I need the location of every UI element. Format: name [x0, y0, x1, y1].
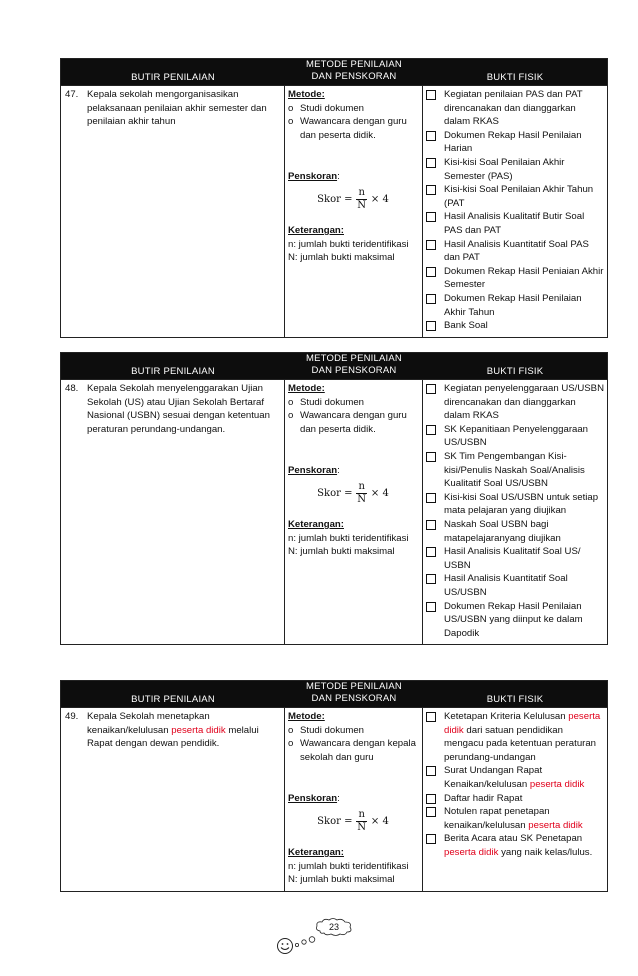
- table-body: [61, 707, 607, 891]
- evidence-item: Kisi-kisi Soal US/USBN untuk setiap mata pelajaran yang diujikan: [426, 491, 604, 518]
- checkbox-icon: [426, 766, 436, 776]
- penskoran-label: Penskoran:: [288, 793, 340, 805]
- checkbox-icon: [426, 574, 436, 584]
- header-metode-penilaian: METODE PENILAIAN DAN PENSKORAN: [306, 681, 402, 704]
- evidence-item: Ketetapan Kriteria Kelulusan peserta didik dari satuan pendidikan mengacu pada ketentuan peraturan perundang-undangan: [426, 710, 604, 764]
- keterangan-N: N: jumlah bukti maksimal: [288, 252, 395, 264]
- keterangan-label: Keterangan:: [288, 518, 344, 530]
- criterion-cell: [61, 380, 285, 644]
- checkbox-icon: [426, 90, 436, 100]
- criteria-table-47: [60, 58, 608, 338]
- metode-label: Metode:: [288, 89, 325, 100]
- method-option: o Studi dokumen: [288, 102, 364, 114]
- evidence-item: Dokumen Rekap Hasil Penilaian Akhir Tahun: [426, 292, 604, 319]
- evidence-item: Hasil Analisis Kualitatif Butir Soal PAS dan PAT: [426, 210, 604, 237]
- criteria-table-48: [60, 352, 608, 645]
- table-header: [61, 353, 607, 379]
- evidence-item: Hasil Analisis Kuantitatif Soal PAS dan PAT: [426, 238, 604, 265]
- method-option: o Wawancara dengan guru dan peserta didik.: [288, 116, 407, 141]
- table-body: [61, 85, 607, 337]
- criterion-cell: [61, 708, 285, 891]
- score-formula: Skor = $\frac{n}{N}$ × 4: [317, 186, 389, 211]
- checkbox-icon: [426, 547, 436, 557]
- checkbox-icon: [426, 267, 436, 277]
- penskoran-label: Penskoran:: [288, 171, 340, 183]
- evidence-item: Dokumen Rekap Hasil Penilaian Harian: [426, 129, 604, 156]
- checkbox-icon: [426, 185, 436, 195]
- metode-label: Metode:: [288, 711, 325, 722]
- header-butir-penilaian: BUTIR PENILAIAN: [131, 694, 215, 705]
- evidence-item: Berita Acara atau SK Penetapan peserta didik yang naik kelas/lulus.: [426, 832, 604, 859]
- checkbox-icon: [426, 212, 436, 222]
- table-header: [61, 681, 607, 707]
- keterangan-label: Keterangan:: [288, 224, 344, 236]
- method-cell: [285, 380, 423, 644]
- criterion-text: Kepala Sekolah menyelenggarakan Ujian Sekolah (US) atau Ujian Sekolah Bertaraf Nasional (USBN) sesuai dengan ketentuan peraturan perundang-undangan.: [87, 383, 270, 435]
- checkbox-icon: [426, 158, 436, 168]
- checkbox-icon: [426, 321, 436, 331]
- keterangan-n: n: jumlah bukti teridentifikasi: [288, 238, 409, 250]
- checkbox-icon: [426, 131, 436, 141]
- evidence-item: Kisi-kisi Soal Penilaian Akhir Semester (PAS): [426, 156, 604, 183]
- page-number: 23: [328, 922, 339, 932]
- keterangan-label: Keterangan:: [288, 846, 344, 858]
- evidence-item: SK Tim Pengembangan Kisi-kisi/Penulis Naskah Soal/Analisis Kualitatif Soal US/USBN: [426, 450, 604, 491]
- evidence-cell: [423, 86, 607, 337]
- header-metode-penilaian: METODE PENILAIAN DAN PENSKORAN: [306, 353, 402, 376]
- evidence-item: Hasil Analisis Kualitatif Soal US/ USBN: [426, 545, 604, 572]
- evidence-item: Dokumen Rekap Hasil Peniaian Akhir Semester: [426, 265, 604, 292]
- criterion-number: 48.: [65, 383, 79, 394]
- checkbox-icon: [426, 294, 436, 304]
- keterangan-N: N: jumlah bukti maksimal: [288, 546, 395, 558]
- evidence-item: Bank Soal: [426, 319, 604, 333]
- checkbox-icon: [426, 834, 436, 844]
- checkbox-icon: [426, 384, 436, 394]
- evidence-item: Kegiatan penyelenggaraan US/USBN direncanakan dan dianggarkan dalam RKAS: [426, 382, 604, 423]
- evidence-item: Kegiatan penilaian PAS dan PAT direncanakan dan dianggarkan dalam RKAS: [426, 88, 604, 129]
- keterangan-n: n: jumlah bukti teridentifikasi: [288, 532, 409, 544]
- criteria-table-49: [60, 680, 608, 892]
- criterion-number: 47.: [65, 89, 79, 100]
- evidence-item: Hasil Analisis Kuantitatif Soal US/USBN: [426, 572, 604, 599]
- table-body: [61, 379, 607, 644]
- evidence-item: Daftar hadir Rapat: [426, 792, 604, 806]
- page-number-cloud: [314, 917, 354, 937]
- header-bukti-fisik: BUKTI FISIK: [486, 366, 544, 377]
- evidence-item: Notulen rapat penetapan kenaikan/kelulusan peserta didik: [426, 805, 604, 832]
- method-option: o Studi dokumen: [288, 724, 364, 736]
- checkbox-icon: [426, 452, 436, 462]
- checkbox-icon: [426, 712, 436, 722]
- checkbox-icon: [426, 520, 436, 530]
- method-option: o Wawancara dengan guru dan peserta didik.: [288, 410, 407, 435]
- header-butir-penilaian: BUTIR PENILAIAN: [131, 366, 215, 377]
- keterangan-n: n: jumlah bukti teridentifikasi: [288, 860, 409, 872]
- metode-label: Metode:: [288, 383, 325, 394]
- checkbox-icon: [426, 794, 436, 804]
- score-formula: Skor = $\frac{n}{N}$ × 4: [317, 808, 389, 833]
- score-formula: Skor = $\frac{n}{N}$ × 4: [317, 480, 389, 505]
- criterion-number: 49.: [65, 711, 79, 722]
- checkbox-icon: [426, 807, 436, 817]
- method-cell: [285, 708, 423, 891]
- penskoran-label: Penskoran:: [288, 465, 340, 477]
- checkbox-icon: [426, 240, 436, 250]
- header-metode-penilaian: METODE PENILAIAN DAN PENSKORAN: [306, 59, 402, 82]
- evidence-item: Surat Undangan Rapat Kenaikan/kelulusan peserta didik: [426, 764, 604, 791]
- header-butir-penilaian: BUTIR PENILAIAN: [131, 72, 215, 83]
- method-option: o Wawancara dengan kepala sekolah dan guru: [288, 738, 416, 763]
- evidence-item: Kisi-kisi Soal Penilaian Akhir Tahun (PAT: [426, 183, 604, 210]
- evidence-cell: [423, 380, 607, 644]
- header-bukti-fisik: BUKTI FISIK: [486, 694, 544, 705]
- method-cell: [285, 86, 423, 337]
- table-header: [61, 59, 607, 85]
- evidence-item: Naskah Soal USBN bagi matapelajaranyang diujikan: [426, 518, 604, 545]
- evidence-item: Dokumen Rekap Hasil Penilaian US/USBN yang diinput ke dalam Dapodik: [426, 600, 604, 641]
- method-option: o Studi dokumen: [288, 396, 364, 408]
- checkbox-icon: [426, 493, 436, 503]
- evidence-item: SK Kepanitiaan Penyelenggaraan US/USBN: [426, 423, 604, 450]
- criterion-cell: [61, 86, 285, 337]
- smiley-face-icon: [276, 936, 320, 956]
- keterangan-N: N: jumlah bukti maksimal: [288, 874, 395, 886]
- checkbox-icon: [426, 425, 436, 435]
- evidence-cell: [423, 708, 607, 891]
- criterion-text: Kepala sekolah mengorganisasikan pelaksanaan penilaian akhir semester dan penilaian akhir tahun: [87, 89, 267, 128]
- header-bukti-fisik: BUKTI FISIK: [486, 72, 544, 83]
- checkbox-icon: [426, 602, 436, 612]
- criterion-text: Kepala Sekolah menetapkan kenaikan/kelulusan peserta didik melalui Rapat dengan dewan pendidik.: [87, 711, 259, 750]
